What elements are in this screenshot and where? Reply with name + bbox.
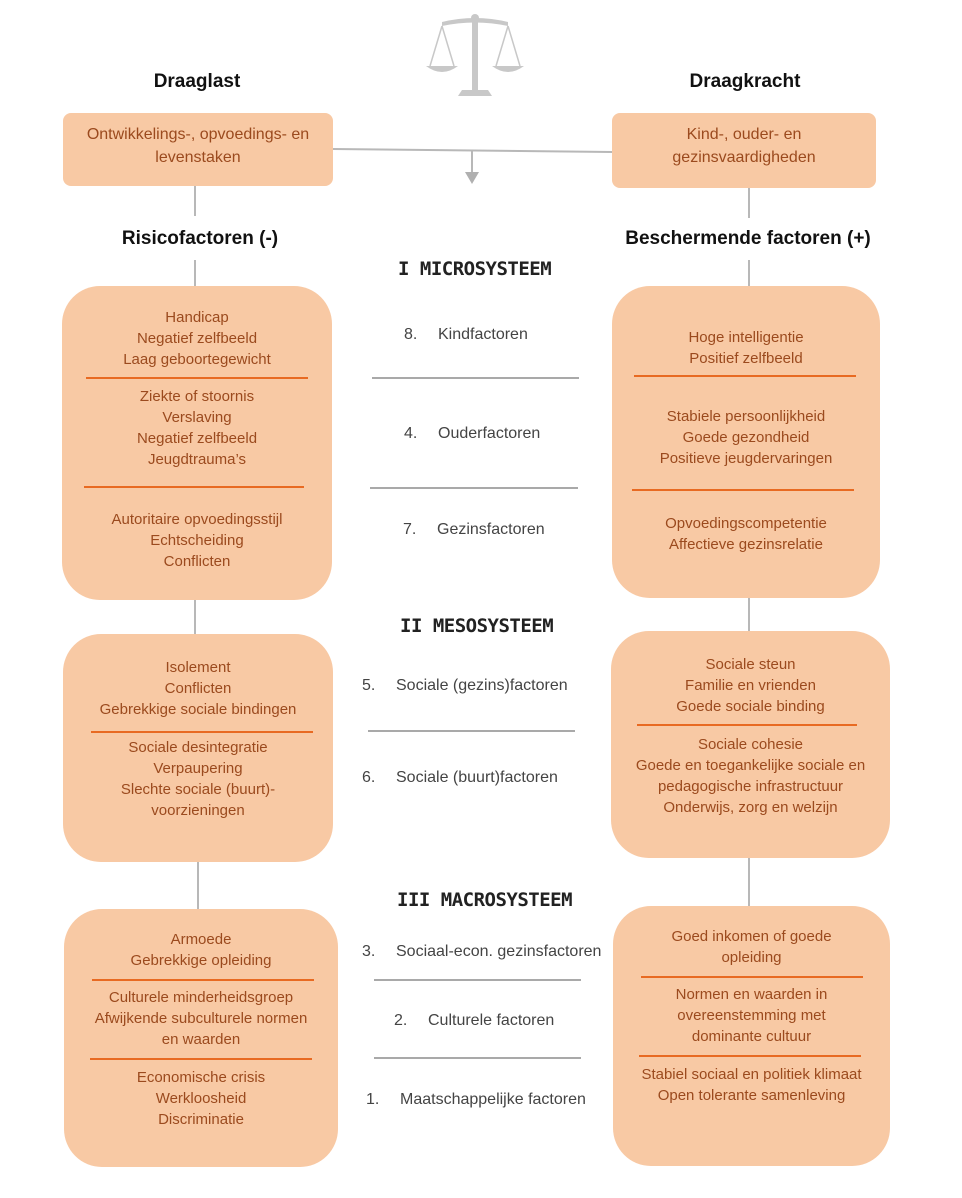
- protect-macro-group-3: [613, 1064, 890, 1106]
- list-item: Autoritaire opvoedingsstijl: [111, 511, 283, 528]
- protect-macro-group-1: [613, 926, 890, 968]
- list-item: Affectieve gezinsrelatie: [669, 536, 823, 553]
- micro-heading: I MICROSYSTEEM: [398, 258, 552, 280]
- risk-meso-group-1: [63, 657, 333, 720]
- factor-number: 1.: [366, 1091, 380, 1108]
- list-item: Goede en toegankelijke sociale en: [635, 757, 866, 774]
- risk-micro-group-3: [62, 509, 332, 572]
- list-item: Sociale desintegratie: [128, 739, 268, 756]
- factor-label: Sociale (gezins)factoren: [396, 677, 568, 694]
- factor-gezin: [403, 521, 545, 539]
- factor-divider: [368, 730, 575, 732]
- risk-macro-box: [64, 909, 338, 1167]
- connector-left-4: [197, 862, 199, 909]
- separator: [84, 486, 304, 488]
- factor-label: Ouderfactoren: [438, 425, 541, 442]
- separator: [632, 489, 854, 491]
- list-item: Armoede: [170, 931, 232, 948]
- list-item: en waarden: [161, 1031, 241, 1048]
- separator: [637, 724, 857, 726]
- list-item: overeenstemming met: [677, 1007, 826, 1024]
- connector-right-2: [748, 260, 750, 286]
- list-item: Slechte sociale (buurt)-: [120, 781, 276, 798]
- factor-label: Culturele factoren: [428, 1012, 555, 1029]
- left-top-line-2: levenstaken: [155, 149, 241, 166]
- factor-number: 2.: [394, 1012, 408, 1029]
- list-item: Goed inkomen of goede: [671, 928, 832, 945]
- list-item: Goede gezondheid: [682, 429, 810, 446]
- list-item: Verslaving: [162, 409, 232, 426]
- list-item: Isolement: [165, 659, 231, 676]
- list-item: Culturele minderheidsgroep: [108, 989, 294, 1006]
- risk-title: Risicofactoren (-): [121, 228, 279, 249]
- separator: [90, 1058, 312, 1060]
- factor-label: Maatschappelijke factoren: [400, 1091, 586, 1108]
- protect-meso-group-1: [611, 654, 890, 717]
- factor-number: 6.: [362, 769, 376, 786]
- risk-macro-group-1: [64, 929, 338, 971]
- list-item: dominante cultuur: [691, 1028, 812, 1045]
- right-top-line-1: Kind-, ouder- en: [686, 126, 802, 143]
- list-item: voorzieningen: [151, 802, 245, 819]
- list-item: Laag geboortegewicht: [123, 351, 271, 368]
- factor-divider: [370, 487, 578, 489]
- list-item: Verpaupering: [153, 760, 243, 777]
- risk-meso-group-2: [63, 737, 333, 821]
- list-item: Sociale cohesie: [697, 736, 804, 753]
- protect-micro-group-1: [612, 327, 880, 369]
- factor-ouder: [404, 425, 540, 443]
- factor-number: 4.: [404, 425, 418, 442]
- list-item: Gebrekkige sociale bindingen: [99, 701, 297, 718]
- factor-label: Gezinsfactoren: [437, 521, 545, 538]
- protect-micro-group-2: [612, 406, 880, 469]
- separator: [639, 1055, 861, 1057]
- risk-micro-box: [62, 286, 332, 600]
- list-item: Discriminatie: [158, 1111, 244, 1128]
- factor-kind: [404, 326, 528, 344]
- list-item: Normen en waarden in: [675, 986, 828, 1003]
- right-top-line-2: gezinsvaardigheden: [672, 149, 816, 166]
- factor-label: Sociale (buurt)factoren: [396, 769, 558, 786]
- list-item: Opvoedingscompetentie: [665, 515, 827, 532]
- list-item: Stabiel sociaal en politiek klimaat: [641, 1066, 862, 1083]
- list-item: Stabiele persoonlijkheid: [666, 408, 826, 425]
- factor-sociaal-buurt: [362, 769, 558, 787]
- factor-divider: [374, 979, 581, 981]
- separator: [641, 976, 863, 978]
- left-title: Draaglast: [153, 71, 241, 92]
- list-item: Werkloosheid: [155, 1090, 247, 1107]
- factor-number: 8.: [404, 326, 418, 343]
- connector-right-4: [748, 858, 750, 906]
- list-item: Conflicten: [163, 553, 231, 570]
- list-item: Goede sociale binding: [676, 698, 825, 715]
- list-item: Positief zelfbeeld: [689, 350, 803, 367]
- list-item: Jeugdtrauma’s: [147, 451, 247, 468]
- factor-number: 3.: [362, 943, 376, 960]
- risk-macro-group-2: [64, 987, 338, 1050]
- factor-sociaal-econ: [362, 943, 601, 961]
- connector-left-3: [194, 600, 196, 634]
- right-title: Draagkracht: [689, 71, 801, 92]
- meso-heading: II MESOSYSTEEM: [400, 615, 554, 637]
- factor-number: 5.: [362, 677, 376, 694]
- separator: [91, 731, 313, 733]
- risk-meso-box: [63, 634, 333, 862]
- list-item: pedagogische infrastructuur: [657, 778, 844, 795]
- list-item: Onderwijs, zorg en welzijn: [663, 799, 838, 816]
- protect-macro-group-2: [613, 984, 890, 1047]
- list-item: opleiding: [721, 949, 782, 966]
- factor-maatschappelijk: [366, 1091, 586, 1109]
- risk-macro-group-3: [64, 1067, 338, 1130]
- separator: [92, 979, 314, 981]
- balance-connector: [0, 0, 962, 200]
- protect-macro-box: [613, 906, 890, 1166]
- list-item: Negatief zelfbeeld: [136, 330, 258, 347]
- list-item: Familie en vrienden: [685, 677, 816, 694]
- factor-label: Sociaal-econ. gezinsfactoren: [396, 943, 602, 960]
- risk-micro-group-1: [62, 307, 332, 370]
- list-item: Economische crisis: [136, 1069, 266, 1086]
- risk-micro-group-2: [62, 386, 332, 470]
- list-item: Gebrekkige opleiding: [130, 952, 272, 969]
- connector-right-3: [748, 598, 750, 631]
- separator: [86, 377, 308, 379]
- list-item: Echtscheiding: [150, 532, 244, 549]
- list-item: Negatief zelfbeeld: [136, 430, 258, 447]
- factor-cultureel: [394, 1012, 554, 1030]
- factor-divider: [372, 377, 579, 379]
- list-item: Afwijkende subculturele normen: [94, 1010, 308, 1027]
- factor-divider: [374, 1057, 581, 1059]
- factor-sociaal-gezin: [362, 677, 568, 695]
- factor-number: 7.: [403, 521, 417, 538]
- protect-micro-group-3: [612, 513, 880, 555]
- list-item: Hoge intelligentie: [688, 329, 804, 346]
- list-item: Sociale steun: [705, 656, 796, 673]
- connector-left-2: [194, 260, 196, 286]
- left-top-line-1: Ontwikkelings-, opvoedings- en: [86, 126, 310, 143]
- list-item: Ziekte of stoornis: [139, 388, 255, 405]
- factor-label: Kindfactoren: [438, 326, 528, 343]
- protect-meso-box: [611, 631, 890, 858]
- list-item: Positieve jeugdervaringen: [659, 450, 833, 467]
- connector-left-1: [194, 186, 196, 216]
- protect-micro-box: [612, 286, 880, 598]
- connector-right-1: [748, 188, 750, 218]
- list-item: Conflicten: [164, 680, 232, 697]
- separator: [634, 375, 856, 377]
- protect-meso-group-2: [611, 734, 890, 818]
- list-item: Open tolerante samenleving: [657, 1087, 846, 1104]
- macro-heading: III MACROSYSTEEM: [397, 889, 573, 911]
- protect-title: Beschermende factoren (+): [625, 228, 871, 249]
- list-item: Handicap: [165, 309, 229, 326]
